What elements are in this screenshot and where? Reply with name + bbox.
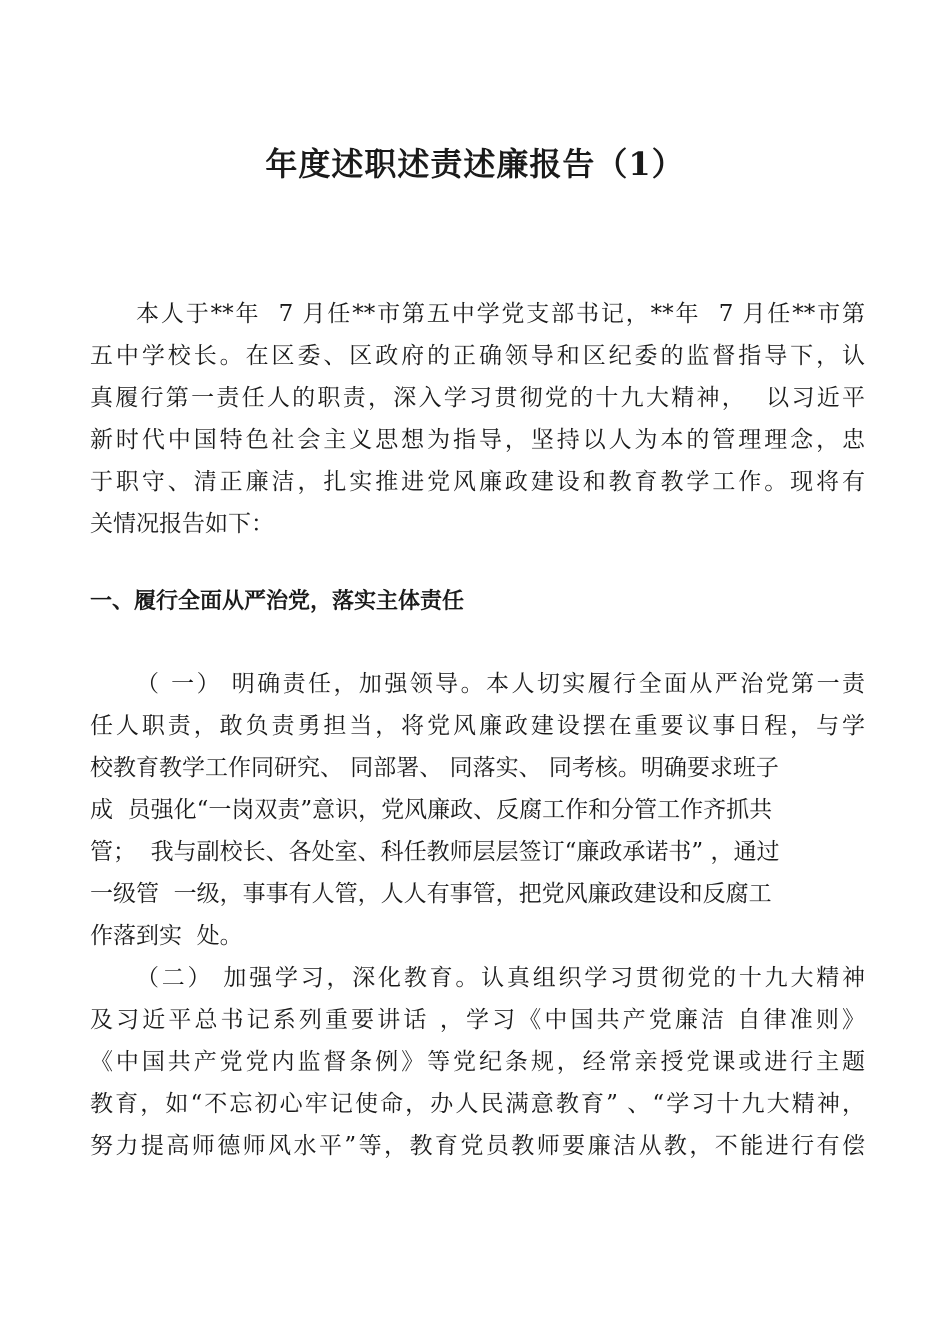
text-line: 《中国共产党党内监督条例》等党纪条规，经常亲授党课或进行主题 [90,1049,865,1075]
text-line: （ 一） 明确责任，加强领导。本人切实履行全面从严治党第一责 [136,671,865,697]
text-line: 关情况报告如下： [90,511,274,537]
text-line: 及习近平总书记系列重要讲话 ，学习《中国共产党廉洁 自律准则》 [90,1007,865,1033]
text-line: 一级管 一级，事事有人管，人人有事管，把党风廉政建设和反腐工 [90,881,772,907]
document-title: 年度述职述责述廉报告（1） [265,145,685,183]
text-line: 努力提高师德师风水平”等，教育党员教师要廉洁从教，不能进行有偿 [90,1133,865,1159]
text-line: 任人职责，敢负责勇担当，将党风廉政建设摆在重要议事日程，与学 [90,713,865,739]
section-heading: 一、履行全面从严治党，落实主体责任 [90,589,465,614]
text-line: 校教育教学工作同研究、 同部署、 同落实、 同考核。明确要求班子 [90,755,779,781]
paragraph-responsibility [90,663,865,957]
paragraph-study [90,957,865,1167]
text-line: 新时代中国特色社会主义思想为指导，坚持以人为本的管理理念，忠 [90,427,865,453]
text-line: 五中学校长。在区委、区政府的正确领导和区纪委的监督指导下，认 [90,343,865,369]
text-line: 于职守、清正廉洁，扎实推进党风廉政建设和教育教学工作。现将有 [90,469,865,495]
text-line: 本人于**年 7 月任**市第五中学党支部书记，**年 7 月任**市第 [136,301,865,327]
text-line: 真履行第一责任人的职责，深入学习贯彻党的十九大精神， 以习近平 [90,385,865,411]
intro-paragraph [90,293,865,545]
text-line: 管； 我与副校长、各处室、科任教师层层签订“廉政承诺书” ，通过 [90,839,780,865]
text-line: 成 员强化“一岗双责”意识，党风廉政、反腐工作和分管工作齐抓共 [90,797,773,823]
text-line: 作落到实 处。 [90,923,243,949]
text-line: 教育，如“不忘初心牢记使命，办人民满意教育” 、“学习十九大精神， [90,1091,865,1117]
text-line: （二） 加强学习，深化教育。认真组织学习贯彻党的十九大精神 [136,965,865,991]
